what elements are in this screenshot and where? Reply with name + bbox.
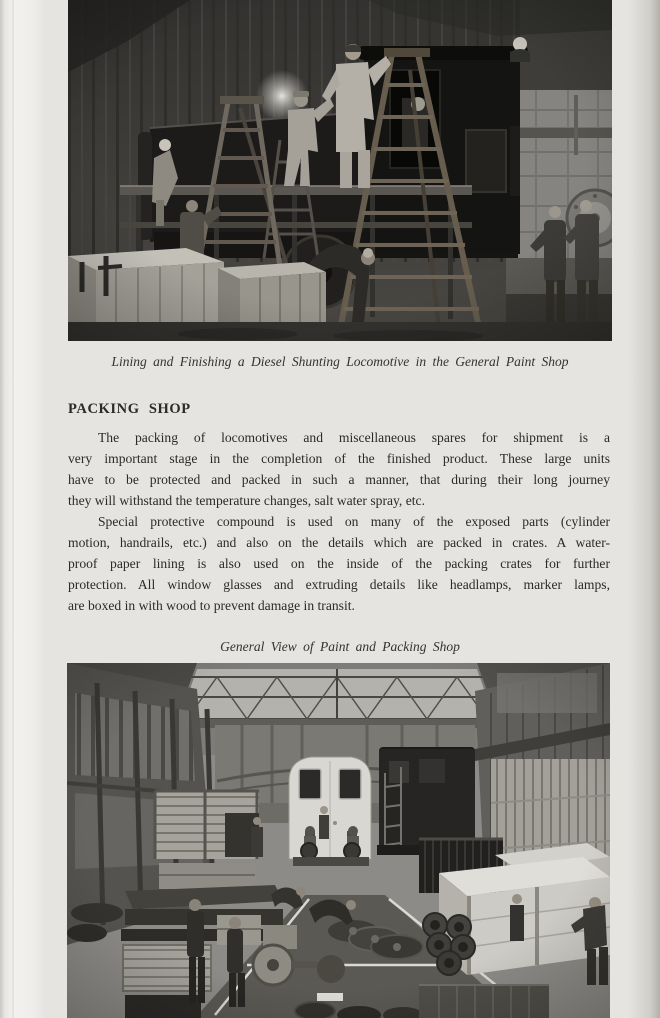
section-heading: PACKING SHOP <box>68 401 191 417</box>
paragraph-line: proof paper lining is also used on the inside of the packing crates for further <box>68 556 610 571</box>
paragraph-line: protection. All window glasses and extruding details like headlamps, marker lamps, <box>68 577 610 592</box>
paragraph-line: they will withstand the temperature changes, salt water spray, etc. <box>68 493 425 508</box>
top-photo-caption: Lining and Finishing a Diesel Shunting Locomotive in the General Paint Shop <box>111 354 569 369</box>
paragraph-line: very important stage in the completion of the finished product. These large units <box>68 451 610 466</box>
paragraph-line: motion, handrails, etc.) and also on the details which are packed in crates. A water- <box>68 535 610 550</box>
page-right-edge-shadow <box>628 0 660 1018</box>
page-left-edge <box>0 0 46 1018</box>
paragraph-line: Special protective compound is used on many of the exposed parts (cylinder <box>98 514 610 529</box>
bottom-photo-packing-shop <box>67 663 610 1018</box>
paragraph-packing-intro <box>68 427 610 511</box>
paragraph-line: are boxed in with wood to prevent damage in transit. <box>68 598 355 613</box>
top-photo-paint-shop <box>68 0 612 341</box>
photo-vignette <box>68 0 612 341</box>
paragraph-line: The packing of locomotives and miscellaneous spares for shipment is a <box>98 430 610 445</box>
photo-vignette <box>67 663 610 1018</box>
paragraph-line: have to be protected and packed in such a manner, that during their long journey <box>68 472 610 487</box>
paragraph-protective-compound <box>68 511 610 616</box>
bottom-photo-caption: General View of Paint and Packing Shop <box>220 639 460 654</box>
page-crease <box>12 0 14 1018</box>
